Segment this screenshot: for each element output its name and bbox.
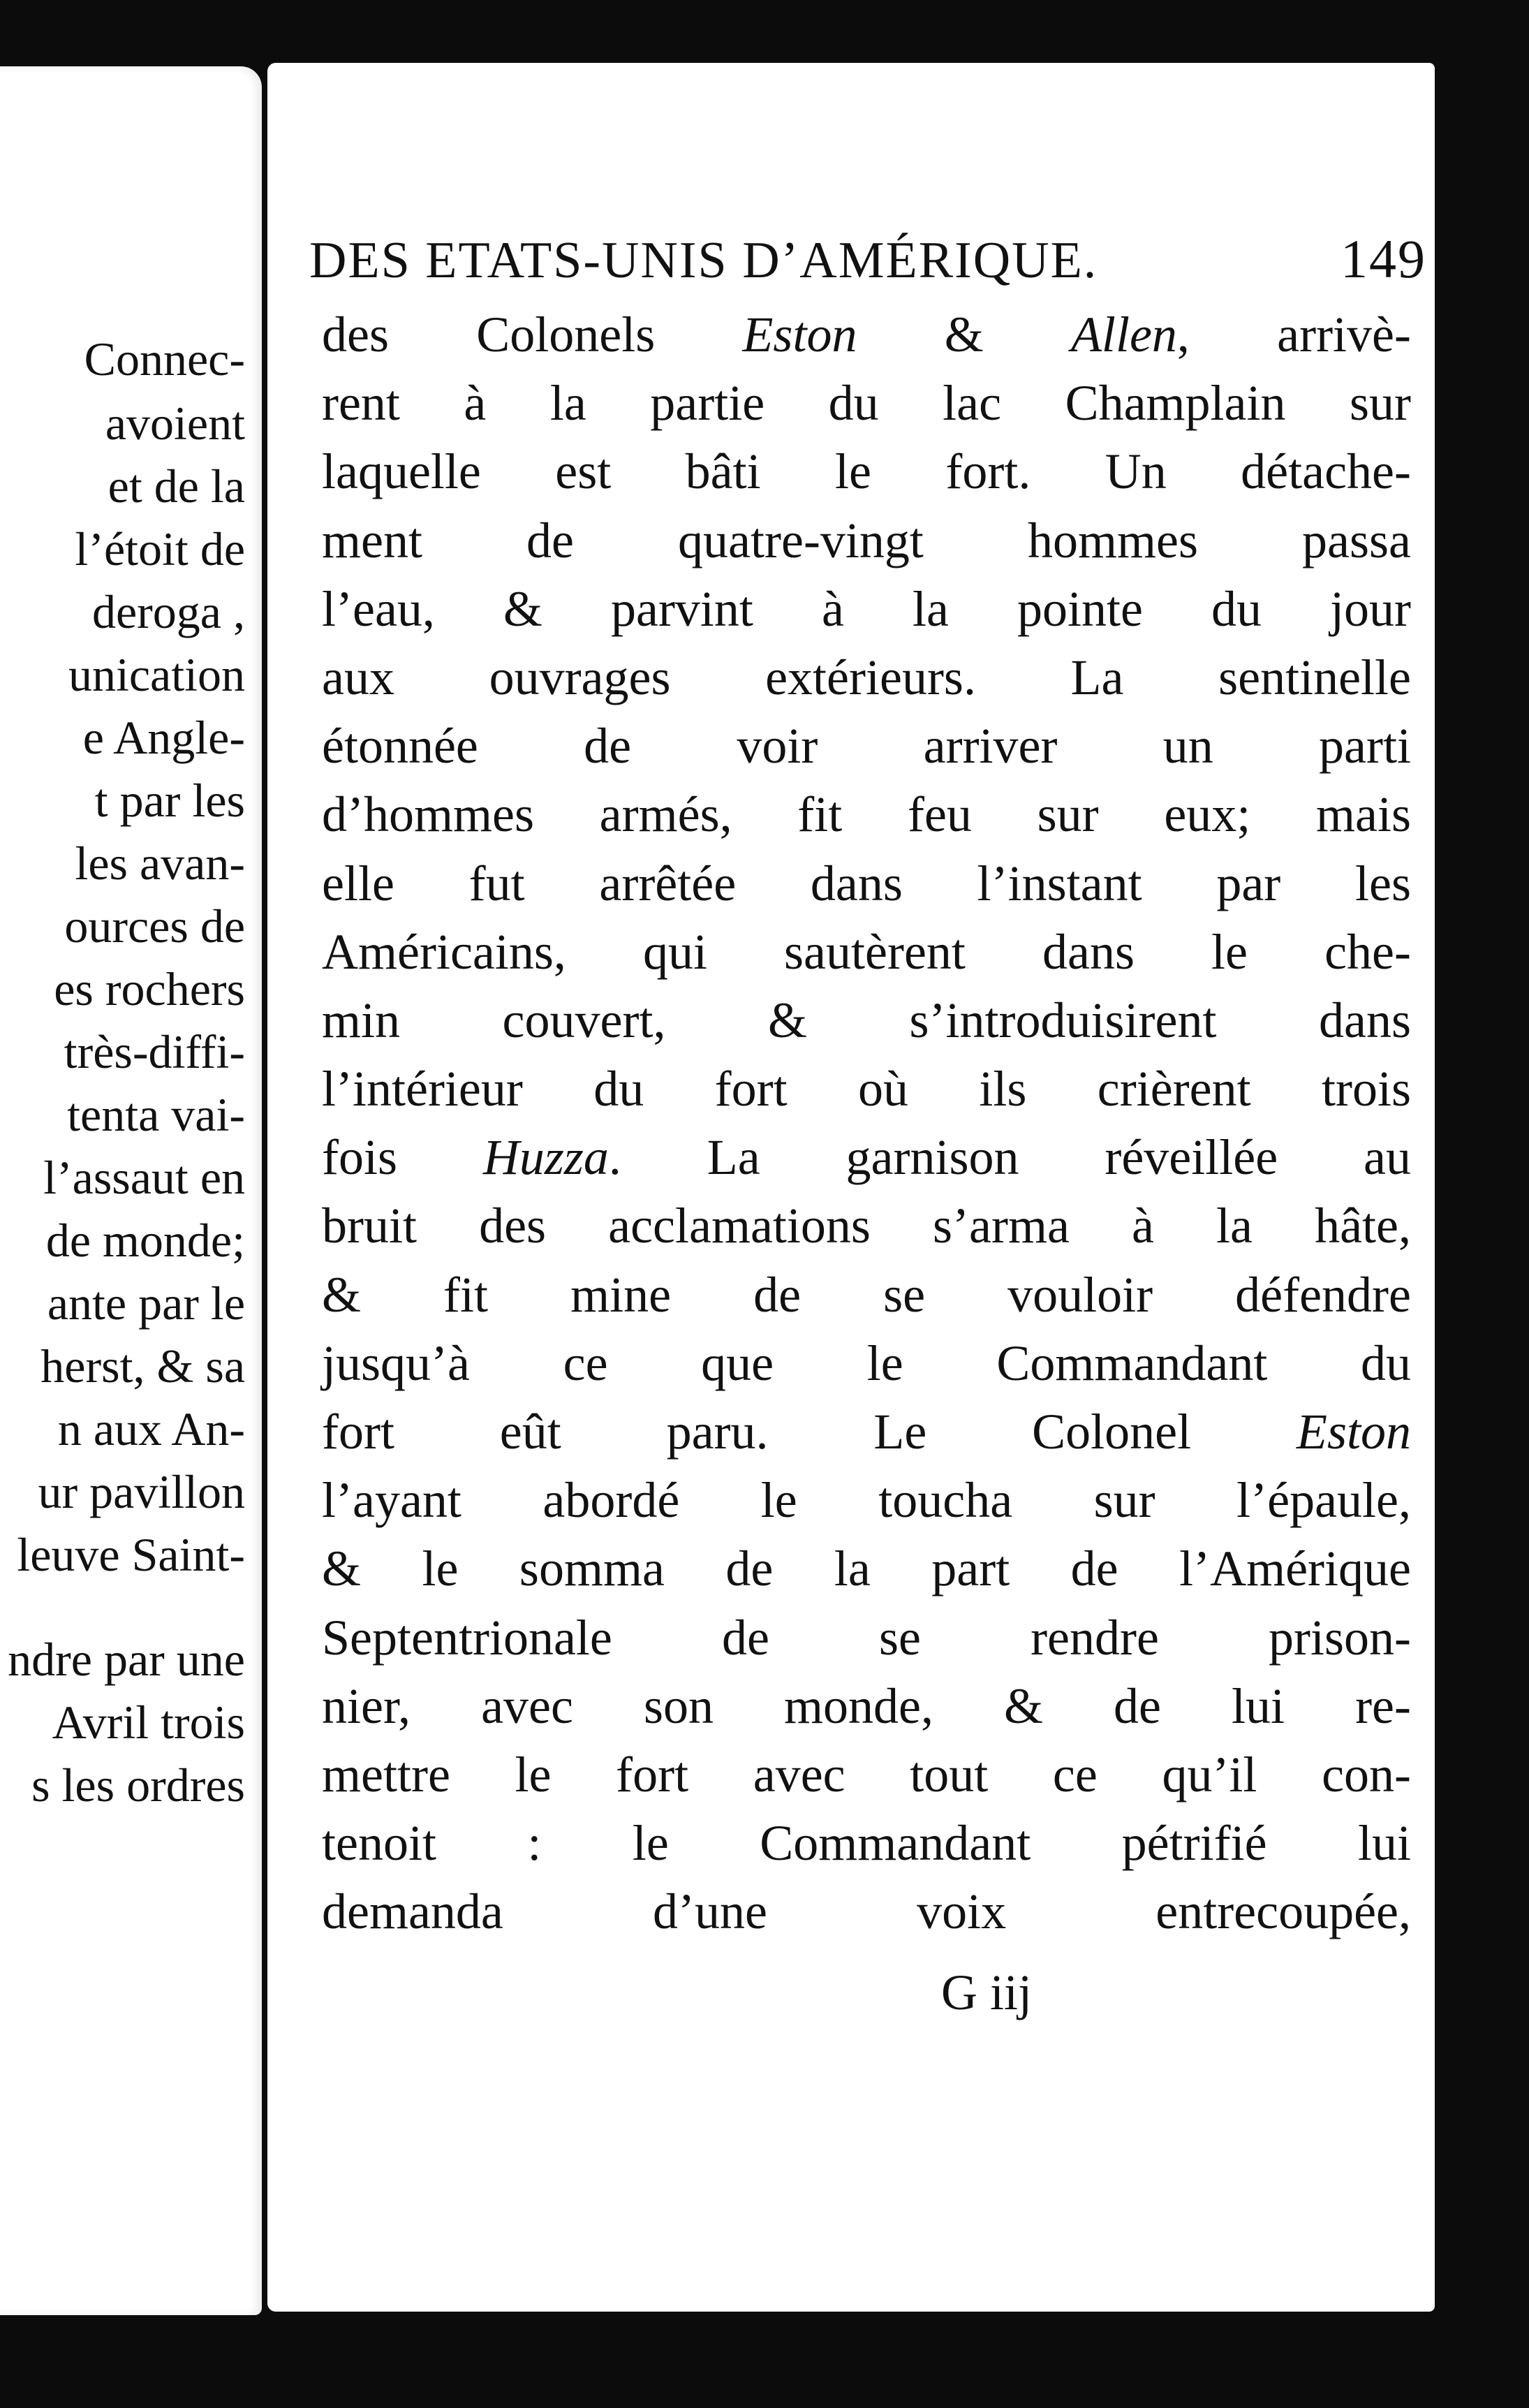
left-page-line: herst, & sa: [40, 1339, 245, 1393]
left-page-line: et de la: [108, 460, 245, 513]
left-page-line: Avril trois: [52, 1696, 245, 1749]
body-line: rent à la partie du lac Champlain sur: [322, 375, 1411, 432]
body-line: fort eût paru. Le Colonel Eston: [322, 1404, 1411, 1460]
body-line: tenoit : le Commandant pétrifié lui: [322, 1815, 1411, 1872]
body-line: Septentrionale de se rendre prison-: [322, 1609, 1411, 1666]
body-line: bruit des acclamations s’arma à la hâte,: [322, 1198, 1411, 1254]
running-head: [309, 228, 1426, 291]
body-line: l’eau, & parvint à la pointe du jour: [322, 580, 1411, 637]
left-page-line: t par les: [94, 774, 245, 827]
left-page-line: ur pavillon: [38, 1465, 245, 1518]
left-page-line: ante par le: [47, 1277, 245, 1330]
body-line: & le somma de la part de l’Amérique: [322, 1541, 1411, 1597]
left-page-line: n aux An-: [57, 1402, 245, 1455]
body-line: Américains, qui sautèrent dans le che-: [322, 923, 1411, 980]
left-page-line: es rochers: [54, 962, 245, 1015]
body-line: aux ouvrages extérieurs. La sentinelle: [322, 649, 1411, 705]
body-line: jusqu’à ce que le Commandant du: [322, 1335, 1411, 1391]
left-page-line: leuve Saint-: [17, 1528, 245, 1581]
body-line: des Colonels Eston & Allen, arrivè-: [322, 307, 1411, 362]
left-page-line: e Angle-: [82, 711, 245, 764]
running-title: DES ETATS-UNIS D’AMÉRIQUE.: [309, 232, 1098, 289]
left-page-line: avoient: [105, 397, 245, 450]
left-page-line: unication: [68, 648, 245, 701]
body-line: mettre le fort avec tout ce qu’il con-: [322, 1746, 1411, 1803]
body-line: étonnée de voir arriver un parti: [322, 718, 1411, 774]
page-number: 149: [1340, 228, 1426, 289]
left-page-line: s les ordres: [31, 1759, 245, 1812]
body-text: [322, 300, 1411, 1946]
body-line: nier, avec son monde, & de lui re-: [322, 1677, 1411, 1734]
body-line: laquelle est bâti le fort. Un détache-: [322, 443, 1411, 500]
left-page: [0, 66, 262, 2315]
left-page-line: les avan-: [75, 837, 245, 890]
body-line: fois Huzza. La garnison réveillée au: [322, 1129, 1411, 1186]
body-line: & fit mine de se vouloir défendre: [322, 1266, 1411, 1323]
left-page-line: de monde;: [45, 1214, 245, 1267]
left-page-line: très-diffi-: [64, 1025, 245, 1078]
body-line: ment de quatre-vingt hommes passa: [322, 512, 1411, 568]
left-page-line: l’étoit de: [75, 522, 245, 575]
left-page-line: ndre par une: [8, 1633, 245, 1686]
left-page-line: tenta vai-: [67, 1088, 245, 1141]
body-line: demanda d’une voix entrecoupée,: [322, 1884, 1411, 1940]
left-page-line: ources de: [64, 900, 245, 953]
body-line: d’hommes armés, fit feu sur eux; mais: [322, 786, 1411, 843]
right-page: [267, 63, 1435, 2312]
left-page-line: Connec-: [84, 332, 245, 386]
body-line: elle fut arrêtée dans l’instant par les: [322, 855, 1411, 911]
body-line: l’intérieur du fort où ils crièrent trois: [322, 1061, 1411, 1117]
left-page-line: l’assaut en: [43, 1151, 245, 1204]
left-page-line: deroga ,: [91, 585, 245, 638]
body-line: min couvert, & s’introduisirent dans: [322, 992, 1411, 1048]
body-line: l’ayant abordé le toucha sur l’épaule,: [322, 1472, 1411, 1529]
signature-mark: G iij: [941, 1965, 1033, 2020]
